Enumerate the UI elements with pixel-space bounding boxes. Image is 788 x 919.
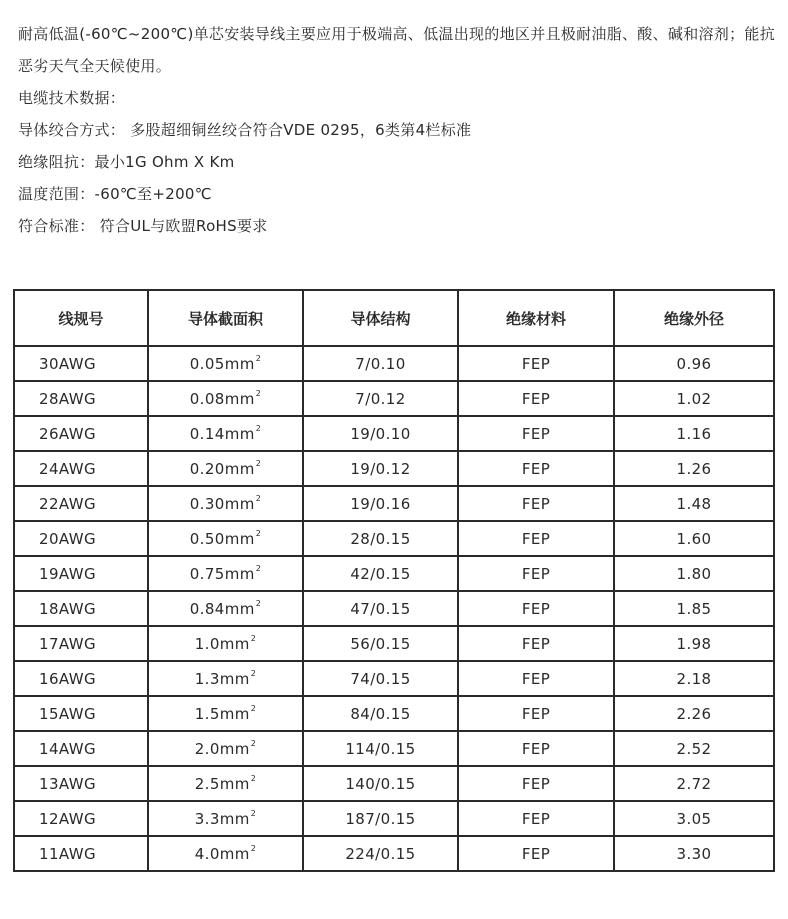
table-row xyxy=(14,731,774,766)
area-value: 0.30 xyxy=(189,495,225,513)
cell-material: FEP xyxy=(458,591,614,626)
cell-diameter: 2.72 xyxy=(614,766,774,801)
area-exponent: 2 xyxy=(250,844,257,853)
table-row xyxy=(14,591,774,626)
cell-material: FEP xyxy=(458,626,614,661)
area-exponent: 2 xyxy=(250,669,257,678)
cell-gauge: 22AWG xyxy=(14,486,148,521)
cell-material: FEP xyxy=(458,696,614,731)
cell-area xyxy=(148,556,303,591)
area-value: 1.3 xyxy=(194,670,220,688)
area-value: 0.50 xyxy=(189,530,225,548)
cell-diameter: 2.18 xyxy=(614,661,774,696)
header-diameter: 绝缘外径 xyxy=(614,290,774,346)
cell-material: FEP xyxy=(458,556,614,591)
cell-area xyxy=(148,626,303,661)
cell-area xyxy=(148,731,303,766)
table-row xyxy=(14,696,774,731)
cell-structure: 7/0.12 xyxy=(303,381,458,416)
spec-line-standard xyxy=(18,210,778,242)
table-row xyxy=(14,521,774,556)
spec-value: 多股超细铜丝绞合符合VDE 0295，6类第4栏标准 xyxy=(130,121,472,139)
area-exponent: 2 xyxy=(250,774,257,783)
spec-value: 符合UL与欧盟RoHS要求 xyxy=(99,217,268,235)
area-unit: mm xyxy=(224,355,255,373)
cell-structure: 140/0.15 xyxy=(303,766,458,801)
cell-gauge: 30AWG xyxy=(14,346,148,381)
table-row xyxy=(14,451,774,486)
table-row xyxy=(14,766,774,801)
cell-gauge: 20AWG xyxy=(14,521,148,556)
area-exponent: 2 xyxy=(255,424,262,433)
cell-area xyxy=(148,661,303,696)
area-unit: mm xyxy=(219,845,250,863)
cell-structure: 42/0.15 xyxy=(303,556,458,591)
cell-material: FEP xyxy=(458,381,614,416)
area-value: 0.20 xyxy=(189,460,225,478)
cell-structure: 84/0.15 xyxy=(303,696,458,731)
area-value: 4.0 xyxy=(194,845,220,863)
cell-material: FEP xyxy=(458,521,614,556)
cell-structure: 114/0.15 xyxy=(303,731,458,766)
spec-line-strand xyxy=(18,114,778,146)
cell-structure: 187/0.15 xyxy=(303,801,458,836)
cell-gauge: 18AWG xyxy=(14,591,148,626)
product-description xyxy=(18,18,778,242)
cell-gauge: 13AWG xyxy=(14,766,148,801)
area-value: 3.3 xyxy=(194,810,220,828)
cell-diameter: 1.80 xyxy=(614,556,774,591)
cell-area xyxy=(148,416,303,451)
cell-diameter: 3.05 xyxy=(614,801,774,836)
cell-material: FEP xyxy=(458,451,614,486)
area-value: 2.0 xyxy=(194,740,220,758)
cell-diameter: 0.96 xyxy=(614,346,774,381)
cell-gauge: 11AWG xyxy=(14,836,148,871)
spec-line-temperature xyxy=(18,178,778,210)
spec-label: 温度范围： xyxy=(18,185,95,203)
spec-line-insulation xyxy=(18,146,778,178)
spec-value: -60℃至+200℃ xyxy=(94,185,212,203)
cell-gauge: 28AWG xyxy=(14,381,148,416)
cell-diameter: 1.02 xyxy=(614,381,774,416)
cell-structure: 28/0.15 xyxy=(303,521,458,556)
cell-area xyxy=(148,836,303,871)
cell-structure: 56/0.15 xyxy=(303,626,458,661)
table-row xyxy=(14,346,774,381)
area-exponent: 2 xyxy=(255,529,262,538)
cell-diameter: 1.60 xyxy=(614,521,774,556)
cell-diameter: 1.48 xyxy=(614,486,774,521)
area-unit: mm xyxy=(224,425,255,443)
cell-area xyxy=(148,451,303,486)
spec-label: 绝缘阻抗： xyxy=(18,153,95,171)
area-exponent: 2 xyxy=(255,599,262,608)
area-unit: mm xyxy=(219,740,250,758)
spec-label: 导体绞合方式： xyxy=(18,121,126,139)
cell-structure: 74/0.15 xyxy=(303,661,458,696)
cell-gauge: 26AWG xyxy=(14,416,148,451)
cell-area xyxy=(148,696,303,731)
area-unit: mm xyxy=(219,705,250,723)
area-unit: mm xyxy=(224,530,255,548)
area-value: 0.75 xyxy=(189,565,225,583)
area-value: 1.5 xyxy=(194,705,220,723)
area-exponent: 2 xyxy=(250,704,257,713)
cell-diameter: 3.30 xyxy=(614,836,774,871)
cell-structure: 19/0.10 xyxy=(303,416,458,451)
area-unit: mm xyxy=(224,495,255,513)
cell-structure: 19/0.12 xyxy=(303,451,458,486)
table-row xyxy=(14,661,774,696)
cell-gauge: 16AWG xyxy=(14,661,148,696)
cell-diameter: 1.16 xyxy=(614,416,774,451)
table-row xyxy=(14,556,774,591)
area-unit: mm xyxy=(224,565,255,583)
cell-diameter: 1.98 xyxy=(614,626,774,661)
intro-paragraph: 耐高低温(-60℃~200℃)单芯安装导线主要应用于极端高、低温出现的地区并且极耐油脂、酸、碱和溶剂；能抗恶劣天气全天候使用。 xyxy=(18,25,775,75)
area-value: 2.5 xyxy=(194,775,220,793)
area-unit: mm xyxy=(219,635,250,653)
cell-material: FEP xyxy=(458,801,614,836)
area-value: 0.05 xyxy=(189,355,225,373)
cell-material: FEP xyxy=(458,766,614,801)
cell-material: FEP xyxy=(458,346,614,381)
area-unit: mm xyxy=(224,390,255,408)
table-row xyxy=(14,836,774,871)
cell-area xyxy=(148,766,303,801)
header-structure: 导体结构 xyxy=(303,290,458,346)
cell-area xyxy=(148,381,303,416)
cell-diameter: 1.26 xyxy=(614,451,774,486)
area-exponent: 2 xyxy=(250,739,257,748)
table-row xyxy=(14,381,774,416)
cell-structure: 47/0.15 xyxy=(303,591,458,626)
area-value: 0.14 xyxy=(189,425,225,443)
cell-gauge: 15AWG xyxy=(14,696,148,731)
area-exponent: 2 xyxy=(255,389,262,398)
table-body xyxy=(14,346,774,871)
cell-material: FEP xyxy=(458,836,614,871)
table-row xyxy=(14,801,774,836)
cell-gauge: 24AWG xyxy=(14,451,148,486)
wire-spec-table xyxy=(13,289,775,872)
area-value: 0.84 xyxy=(189,600,225,618)
header-gauge: 线规号 xyxy=(14,290,148,346)
cell-diameter: 2.52 xyxy=(614,731,774,766)
cell-diameter: 2.26 xyxy=(614,696,774,731)
area-unit: mm xyxy=(219,810,250,828)
cell-gauge: 14AWG xyxy=(14,731,148,766)
area-unit: mm xyxy=(219,775,250,793)
cell-material: FEP xyxy=(458,661,614,696)
header-material: 绝缘材料 xyxy=(458,290,614,346)
area-exponent: 2 xyxy=(255,564,262,573)
cell-material: FEP xyxy=(458,416,614,451)
cell-gauge: 17AWG xyxy=(14,626,148,661)
area-exponent: 2 xyxy=(250,634,257,643)
area-unit: mm xyxy=(224,460,255,478)
area-exponent: 2 xyxy=(250,809,257,818)
area-value: 0.08 xyxy=(189,390,225,408)
cell-structure: 224/0.15 xyxy=(303,836,458,871)
area-exponent: 2 xyxy=(255,354,262,363)
table-row xyxy=(14,626,774,661)
cell-diameter: 1.85 xyxy=(614,591,774,626)
area-value: 1.0 xyxy=(194,635,220,653)
table-row xyxy=(14,416,774,451)
area-exponent: 2 xyxy=(255,459,262,468)
header-area: 导体截面积 xyxy=(148,290,303,346)
cell-structure: 7/0.10 xyxy=(303,346,458,381)
table-row xyxy=(14,486,774,521)
spec-value: 最小1G Ohm X Km xyxy=(94,153,235,171)
spec-label: 符合标准： xyxy=(18,217,95,235)
cell-area xyxy=(148,346,303,381)
cell-area xyxy=(148,801,303,836)
cell-gauge: 19AWG xyxy=(14,556,148,591)
cell-material: FEP xyxy=(458,486,614,521)
cell-gauge: 12AWG xyxy=(14,801,148,836)
area-exponent: 2 xyxy=(255,494,262,503)
area-unit: mm xyxy=(224,600,255,618)
cell-area xyxy=(148,521,303,556)
cell-area xyxy=(148,591,303,626)
area-unit: mm xyxy=(219,670,250,688)
cell-area xyxy=(148,486,303,521)
cell-structure: 19/0.16 xyxy=(303,486,458,521)
cell-material: FEP xyxy=(458,731,614,766)
table-header-row xyxy=(14,290,774,346)
specs-heading: 电缆技术数据： xyxy=(18,89,126,107)
